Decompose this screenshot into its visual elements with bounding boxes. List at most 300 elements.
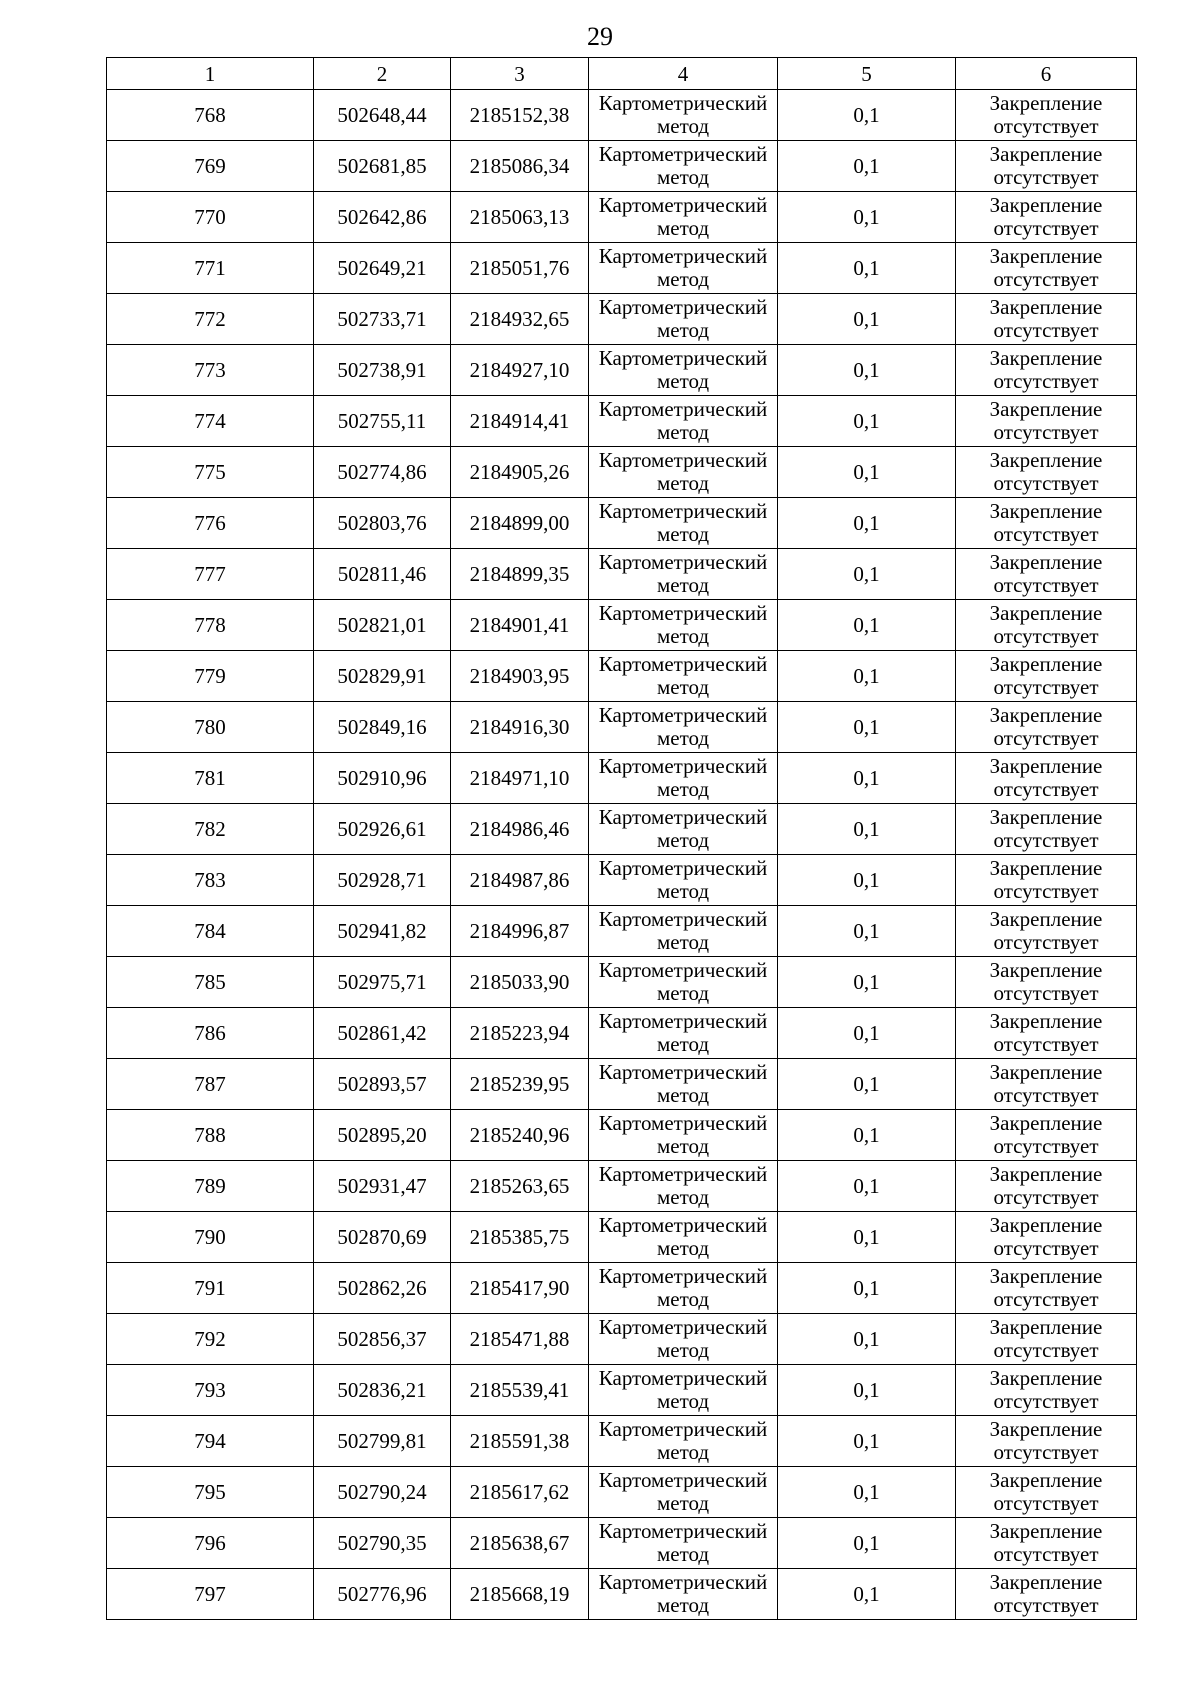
method-text: Картометрический: [598, 499, 768, 523]
x-coordinate-cell: 502829,91: [314, 651, 451, 702]
fixing-text: отсутствует: [993, 522, 1099, 546]
method-text: метод: [656, 1338, 710, 1362]
method-text: Картометрический: [598, 193, 768, 217]
method-text: Картометрический: [598, 142, 768, 166]
method-text: метод: [656, 1389, 710, 1413]
x-coordinate-cell: 502861,42: [314, 1008, 451, 1059]
method-cell: [589, 90, 778, 141]
fixing-cell: [956, 1314, 1137, 1365]
accuracy-cell: 0,1: [778, 192, 956, 243]
fixing-text: Закрепление: [989, 1315, 1103, 1339]
x-coordinate-cell: 502926,61: [314, 804, 451, 855]
table-row: [107, 1416, 1137, 1467]
fixing-text: Закрепление: [989, 1264, 1103, 1288]
method-text: Картометрический: [598, 1162, 768, 1186]
fixing-cell: [956, 243, 1137, 294]
y-coordinate-cell: 2184996,87: [451, 906, 589, 957]
y-coordinate-cell: 2184916,30: [451, 702, 589, 753]
method-cell: [589, 1467, 778, 1518]
method-cell: [589, 498, 778, 549]
accuracy-cell: 0,1: [778, 651, 956, 702]
fixing-text: отсутствует: [993, 726, 1099, 750]
table-row: [107, 906, 1137, 957]
method-text: метод: [656, 675, 710, 699]
y-coordinate-cell: 2184927,10: [451, 345, 589, 396]
method-text: Картометрический: [598, 958, 768, 982]
point-number-cell: 797: [107, 1569, 314, 1620]
page-number: 29: [587, 22, 613, 51]
table-row: [107, 294, 1137, 345]
fixing-cell: [956, 906, 1137, 957]
method-cell: [589, 906, 778, 957]
fixing-text: Закрепление: [989, 1468, 1103, 1492]
point-number-cell: 772: [107, 294, 314, 345]
fixing-text: Закрепление: [989, 856, 1103, 880]
fixing-text: Закрепление: [989, 295, 1103, 319]
accuracy-cell: 0,1: [778, 1263, 956, 1314]
method-text: Картометрический: [598, 91, 768, 115]
point-number-cell: 783: [107, 855, 314, 906]
table-row: [107, 804, 1137, 855]
accuracy-cell: 0,1: [778, 1365, 956, 1416]
method-text: Картометрический: [598, 907, 768, 931]
method-cell: [589, 345, 778, 396]
header-row: [107, 58, 1137, 90]
method-text: Картометрический: [598, 1417, 768, 1441]
y-coordinate-cell: 2184914,41: [451, 396, 589, 447]
y-coordinate-cell: 2184899,00: [451, 498, 589, 549]
fixing-cell: [956, 141, 1137, 192]
method-text: Картометрический: [598, 295, 768, 319]
table-row: [107, 90, 1137, 141]
accuracy-cell: 0,1: [778, 855, 956, 906]
method-text: Картометрический: [598, 601, 768, 625]
x-coordinate-cell: 502681,85: [314, 141, 451, 192]
fixing-text: Закрепление: [989, 601, 1103, 625]
method-cell: [589, 1365, 778, 1416]
x-coordinate-cell: 502895,20: [314, 1110, 451, 1161]
y-coordinate-cell: 2185638,67: [451, 1518, 589, 1569]
table-row: [107, 753, 1137, 804]
fixing-text: Закрепление: [989, 754, 1103, 778]
point-number-cell: 775: [107, 447, 314, 498]
fixing-cell: [956, 498, 1137, 549]
method-text: Картометрический: [598, 703, 768, 727]
x-coordinate-cell: 502856,37: [314, 1314, 451, 1365]
point-number-cell: 781: [107, 753, 314, 804]
point-number-cell: 793: [107, 1365, 314, 1416]
y-coordinate-cell: 2184899,35: [451, 549, 589, 600]
y-coordinate-cell: 2184903,95: [451, 651, 589, 702]
x-coordinate-cell: 502862,26: [314, 1263, 451, 1314]
fixing-text: Закрепление: [989, 550, 1103, 574]
point-number-cell: 787: [107, 1059, 314, 1110]
fixing-text: отсутствует: [993, 1491, 1099, 1515]
fixing-cell: [956, 1416, 1137, 1467]
fixing-text: отсутствует: [993, 216, 1099, 240]
y-coordinate-cell: 2185239,95: [451, 1059, 589, 1110]
fixing-text: отсутствует: [993, 828, 1099, 852]
y-coordinate-cell: 2185385,75: [451, 1212, 589, 1263]
table-row: [107, 1314, 1137, 1365]
y-coordinate-cell: 2184971,10: [451, 753, 589, 804]
method-text: метод: [656, 1236, 710, 1260]
point-number-cell: 778: [107, 600, 314, 651]
y-coordinate-cell: 2185471,88: [451, 1314, 589, 1365]
x-coordinate-cell: 502774,86: [314, 447, 451, 498]
y-coordinate-cell: 2185152,38: [451, 90, 589, 141]
accuracy-cell: 0,1: [778, 1314, 956, 1365]
fixing-text: Закрепление: [989, 1417, 1103, 1441]
method-text: Картометрический: [598, 1570, 768, 1594]
method-text: Картометрический: [598, 1264, 768, 1288]
table-row: [107, 855, 1137, 906]
table-row: [107, 396, 1137, 447]
method-text: Картометрический: [598, 1366, 768, 1390]
point-number-cell: 774: [107, 396, 314, 447]
method-text: метод: [656, 420, 710, 444]
fixing-text: отсутствует: [993, 420, 1099, 444]
method-text: метод: [656, 471, 710, 495]
fixing-cell: [956, 447, 1137, 498]
fixing-cell: [956, 1365, 1137, 1416]
fixing-cell: [956, 753, 1137, 804]
fixing-text: Закрепление: [989, 703, 1103, 727]
method-cell: [589, 855, 778, 906]
accuracy-cell: 0,1: [778, 549, 956, 600]
fixing-text: Закрепление: [989, 1111, 1103, 1135]
method-text: Картометрический: [598, 1315, 768, 1339]
method-text: метод: [656, 165, 710, 189]
table-row: [107, 549, 1137, 600]
x-coordinate-cell: 502941,82: [314, 906, 451, 957]
point-number-cell: 794: [107, 1416, 314, 1467]
method-text: метод: [656, 369, 710, 393]
point-number-cell: 791: [107, 1263, 314, 1314]
accuracy-cell: 0,1: [778, 1110, 956, 1161]
fixing-cell: [956, 1161, 1137, 1212]
column-header: 4: [589, 58, 778, 90]
fixing-text: отсутствует: [993, 777, 1099, 801]
y-coordinate-cell: 2185051,76: [451, 243, 589, 294]
method-text: метод: [656, 981, 710, 1005]
fixing-cell: [956, 1518, 1137, 1569]
point-number-cell: 792: [107, 1314, 314, 1365]
x-coordinate-cell: 502733,71: [314, 294, 451, 345]
fixing-cell: [956, 345, 1137, 396]
method-cell: [589, 1161, 778, 1212]
y-coordinate-cell: 2184986,46: [451, 804, 589, 855]
y-coordinate-cell: 2184905,26: [451, 447, 589, 498]
fixing-cell: [956, 1110, 1137, 1161]
fixing-text: Закрепление: [989, 397, 1103, 421]
column-header: 6: [956, 58, 1137, 90]
method-cell: [589, 1212, 778, 1263]
method-text: Картометрический: [598, 856, 768, 880]
point-number-cell: 795: [107, 1467, 314, 1518]
x-coordinate-cell: 502870,69: [314, 1212, 451, 1263]
fixing-cell: [956, 1263, 1137, 1314]
table-row: [107, 447, 1137, 498]
y-coordinate-cell: 2185617,62: [451, 1467, 589, 1518]
method-cell: [589, 1263, 778, 1314]
fixing-cell: [956, 600, 1137, 651]
point-number-cell: 788: [107, 1110, 314, 1161]
fixing-text: Закрепление: [989, 244, 1103, 268]
method-cell: [589, 549, 778, 600]
fixing-text: Закрепление: [989, 448, 1103, 472]
method-text: Картометрический: [598, 1060, 768, 1084]
method-text: метод: [656, 216, 710, 240]
coordinates-table: [106, 57, 1137, 1620]
method-cell: [589, 804, 778, 855]
fixing-text: Закрепление: [989, 499, 1103, 523]
fixing-text: отсутствует: [993, 573, 1099, 597]
accuracy-cell: 0,1: [778, 1212, 956, 1263]
table-row: [107, 1467, 1137, 1518]
fixing-text: отсутствует: [993, 1593, 1099, 1617]
fixing-cell: [956, 804, 1137, 855]
fixing-cell: [956, 1008, 1137, 1059]
x-coordinate-cell: 502642,86: [314, 192, 451, 243]
fixing-text: Закрепление: [989, 1366, 1103, 1390]
table-row: [107, 1212, 1137, 1263]
y-coordinate-cell: 2185086,34: [451, 141, 589, 192]
fixing-cell: [956, 90, 1137, 141]
point-number-cell: 786: [107, 1008, 314, 1059]
table-row: [107, 702, 1137, 753]
fixing-text: Закрепление: [989, 142, 1103, 166]
accuracy-cell: 0,1: [778, 1569, 956, 1620]
point-number-cell: 770: [107, 192, 314, 243]
method-cell: [589, 396, 778, 447]
fixing-text: отсутствует: [993, 1185, 1099, 1209]
fixing-cell: [956, 396, 1137, 447]
fixing-text: отсутствует: [993, 471, 1099, 495]
y-coordinate-cell: 2184901,41: [451, 600, 589, 651]
method-cell: [589, 1314, 778, 1365]
point-number-cell: 796: [107, 1518, 314, 1569]
x-coordinate-cell: 502849,16: [314, 702, 451, 753]
method-text: метод: [656, 879, 710, 903]
method-text: метод: [656, 573, 710, 597]
accuracy-cell: 0,1: [778, 243, 956, 294]
fixing-text: отсутствует: [993, 1287, 1099, 1311]
x-coordinate-cell: 502790,24: [314, 1467, 451, 1518]
fixing-text: Закрепление: [989, 805, 1103, 829]
method-cell: [589, 1518, 778, 1569]
method-text: Картометрический: [598, 1519, 768, 1543]
fixing-cell: [956, 1467, 1137, 1518]
fixing-text: Закрепление: [989, 1570, 1103, 1594]
method-cell: [589, 192, 778, 243]
fixing-text: Закрепление: [989, 1060, 1103, 1084]
point-number-cell: 779: [107, 651, 314, 702]
method-text: Картометрический: [598, 1213, 768, 1237]
method-text: Картометрический: [598, 448, 768, 472]
x-coordinate-cell: 502893,57: [314, 1059, 451, 1110]
fixing-cell: [956, 549, 1137, 600]
accuracy-cell: 0,1: [778, 141, 956, 192]
fixing-text: Закрепление: [989, 193, 1103, 217]
method-text: метод: [656, 1185, 710, 1209]
x-coordinate-cell: 502821,01: [314, 600, 451, 651]
method-text: метод: [656, 624, 710, 648]
y-coordinate-cell: 2185240,96: [451, 1110, 589, 1161]
table-row: [107, 1110, 1137, 1161]
x-coordinate-cell: 502799,81: [314, 1416, 451, 1467]
fixing-text: отсутствует: [993, 1083, 1099, 1107]
x-coordinate-cell: 502755,11: [314, 396, 451, 447]
method-cell: [589, 1569, 778, 1620]
fixing-text: отсутствует: [993, 930, 1099, 954]
method-text: метод: [656, 1287, 710, 1311]
method-text: метод: [656, 318, 710, 342]
point-number-cell: 790: [107, 1212, 314, 1263]
method-text: метод: [656, 267, 710, 291]
x-coordinate-cell: 502836,21: [314, 1365, 451, 1416]
point-number-cell: 785: [107, 957, 314, 1008]
fixing-text: отсутствует: [993, 1542, 1099, 1566]
method-cell: [589, 957, 778, 1008]
method-text: Картометрический: [598, 346, 768, 370]
table-row: [107, 1008, 1137, 1059]
y-coordinate-cell: 2184932,65: [451, 294, 589, 345]
accuracy-cell: 0,1: [778, 702, 956, 753]
table-row: [107, 1569, 1137, 1620]
accuracy-cell: 0,1: [778, 294, 956, 345]
column-header: 3: [451, 58, 589, 90]
y-coordinate-cell: 2185539,41: [451, 1365, 589, 1416]
fixing-text: отсутствует: [993, 318, 1099, 342]
method-cell: [589, 1008, 778, 1059]
table-row: [107, 243, 1137, 294]
y-coordinate-cell: 2185668,19: [451, 1569, 589, 1620]
x-coordinate-cell: 502910,96: [314, 753, 451, 804]
method-text: метод: [656, 1593, 710, 1617]
point-number-cell: 789: [107, 1161, 314, 1212]
method-cell: [589, 141, 778, 192]
y-coordinate-cell: 2185063,13: [451, 192, 589, 243]
accuracy-cell: 0,1: [778, 1518, 956, 1569]
table-row: [107, 1263, 1137, 1314]
y-coordinate-cell: 2185591,38: [451, 1416, 589, 1467]
method-cell: [589, 600, 778, 651]
point-number-cell: 777: [107, 549, 314, 600]
x-coordinate-cell: 502928,71: [314, 855, 451, 906]
accuracy-cell: 0,1: [778, 90, 956, 141]
table-row: [107, 1059, 1137, 1110]
fixing-text: Закрепление: [989, 1009, 1103, 1033]
table-row: [107, 1518, 1137, 1569]
table-row: [107, 141, 1137, 192]
fixing-text: отсутствует: [993, 267, 1099, 291]
table-row: [107, 651, 1137, 702]
fixing-text: отсутствует: [993, 1389, 1099, 1413]
table-body: [107, 90, 1137, 1620]
x-coordinate-cell: 502803,76: [314, 498, 451, 549]
x-coordinate-cell: 502975,71: [314, 957, 451, 1008]
fixing-cell: [956, 1212, 1137, 1263]
fixing-text: Закрепление: [989, 1213, 1103, 1237]
point-number-cell: 773: [107, 345, 314, 396]
method-text: метод: [656, 828, 710, 852]
method-cell: [589, 243, 778, 294]
method-text: метод: [656, 114, 710, 138]
table-row: [107, 498, 1137, 549]
fixing-text: отсутствует: [993, 675, 1099, 699]
x-coordinate-cell: 502649,21: [314, 243, 451, 294]
point-number-cell: 769: [107, 141, 314, 192]
fixing-cell: [956, 855, 1137, 906]
method-cell: [589, 294, 778, 345]
table-row: [107, 1365, 1137, 1416]
method-text: Картометрический: [598, 1009, 768, 1033]
accuracy-cell: 0,1: [778, 498, 956, 549]
fixing-text: отсутствует: [993, 624, 1099, 648]
method-text: метод: [656, 1491, 710, 1515]
y-coordinate-cell: 2185263,65: [451, 1161, 589, 1212]
y-coordinate-cell: 2184987,86: [451, 855, 589, 906]
table-row: [107, 600, 1137, 651]
method-text: метод: [656, 1032, 710, 1056]
x-coordinate-cell: 502931,47: [314, 1161, 451, 1212]
fixing-text: Закрепление: [989, 652, 1103, 676]
fixing-cell: [956, 294, 1137, 345]
x-coordinate-cell: 502776,96: [314, 1569, 451, 1620]
table-row: [107, 957, 1137, 1008]
fixing-text: Закрепление: [989, 958, 1103, 982]
point-number-cell: 776: [107, 498, 314, 549]
method-text: Картометрический: [598, 550, 768, 574]
method-cell: [589, 753, 778, 804]
fixing-cell: [956, 192, 1137, 243]
y-coordinate-cell: 2185223,94: [451, 1008, 589, 1059]
column-header: 2: [314, 58, 451, 90]
x-coordinate-cell: 502738,91: [314, 345, 451, 396]
fixing-text: отсутствует: [993, 114, 1099, 138]
fixing-text: отсутствует: [993, 1338, 1099, 1362]
table-row: [107, 1161, 1137, 1212]
fixing-text: отсутствует: [993, 1236, 1099, 1260]
point-number-cell: 784: [107, 906, 314, 957]
point-number-cell: 768: [107, 90, 314, 141]
method-text: Картометрический: [598, 397, 768, 421]
fixing-text: Закрепление: [989, 1162, 1103, 1186]
fixing-text: отсутствует: [993, 1440, 1099, 1464]
point-number-cell: 780: [107, 702, 314, 753]
fixing-text: отсутствует: [993, 879, 1099, 903]
accuracy-cell: 0,1: [778, 396, 956, 447]
accuracy-cell: 0,1: [778, 753, 956, 804]
accuracy-cell: 0,1: [778, 345, 956, 396]
method-text: Картометрический: [598, 805, 768, 829]
accuracy-cell: 0,1: [778, 1059, 956, 1110]
fixing-cell: [956, 957, 1137, 1008]
fixing-text: отсутствует: [993, 1032, 1099, 1056]
method-cell: [589, 651, 778, 702]
method-text: метод: [656, 726, 710, 750]
y-coordinate-cell: 2185417,90: [451, 1263, 589, 1314]
y-coordinate-cell: 2185033,90: [451, 957, 589, 1008]
column-header: 5: [778, 58, 956, 90]
accuracy-cell: 0,1: [778, 1161, 956, 1212]
accuracy-cell: 0,1: [778, 447, 956, 498]
x-coordinate-cell: 502648,44: [314, 90, 451, 141]
method-cell: [589, 702, 778, 753]
fixing-cell: [956, 651, 1137, 702]
accuracy-cell: 0,1: [778, 1008, 956, 1059]
